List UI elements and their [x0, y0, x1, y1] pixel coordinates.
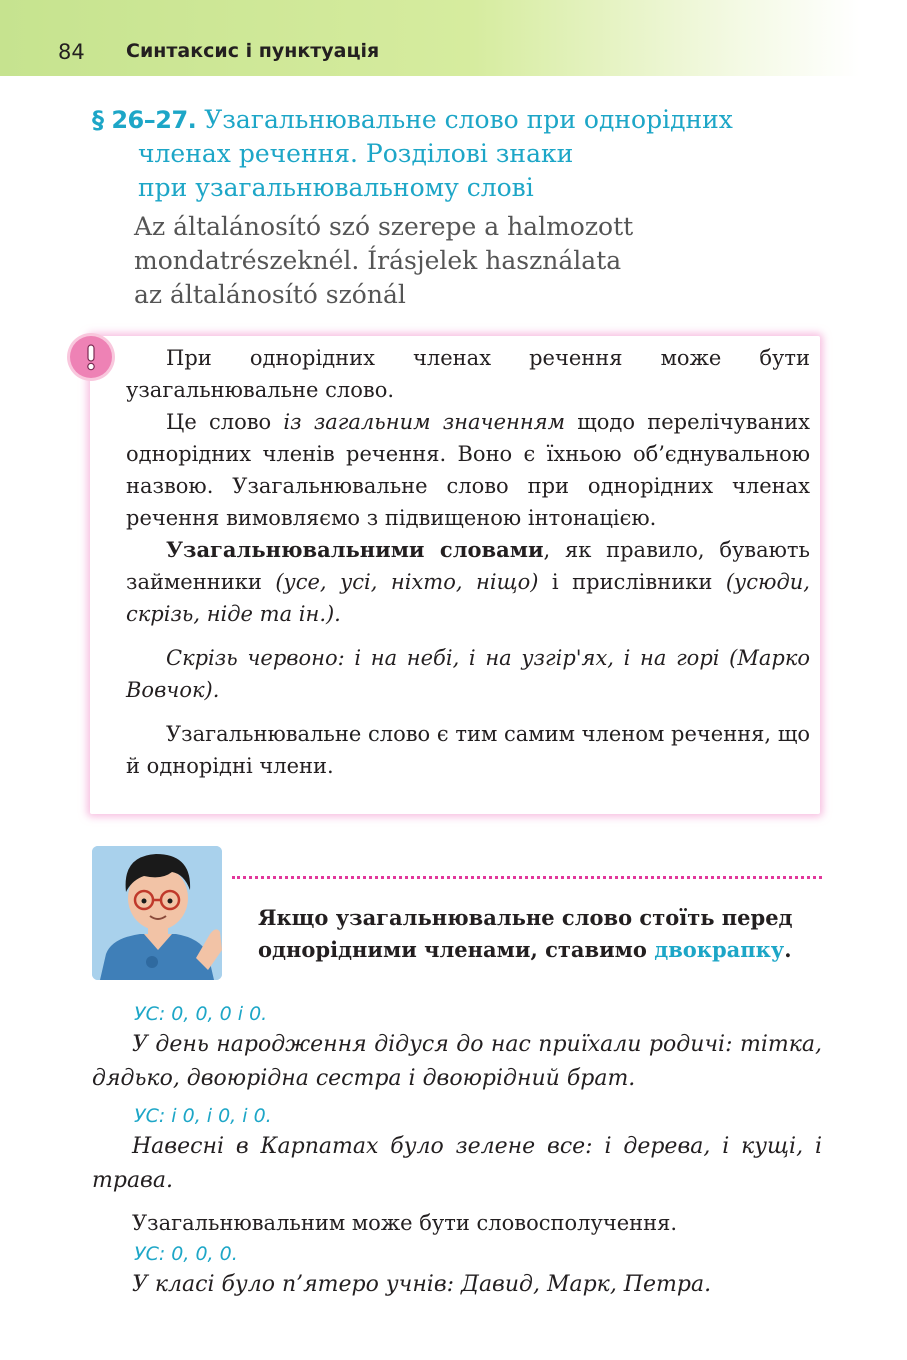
running-title: Синтаксис і пунктуація: [126, 40, 380, 62]
tip-end: .: [784, 937, 792, 962]
rule-example: [126, 642, 810, 706]
hu-line3: az általánosító szónál: [134, 280, 406, 309]
rule-text: [126, 342, 810, 782]
rule-p3-mid2: і прислівники: [538, 570, 726, 594]
example-sentence-1: У день народження дідуся до нас приїхали родичі: тітка, дядько, двоюрідна сестра і двоюрідний брат.: [92, 1032, 822, 1091]
boy-avatar: [92, 846, 222, 980]
rule-paragraph-3: [126, 534, 810, 630]
tip-text: Якщо узагальнювальне слово стоїть перед однорідними членами, ставимо: [258, 905, 793, 962]
rule-p3-mid: , як правило, бувають займенники: [126, 538, 810, 594]
section-number: § 26–27.: [92, 106, 197, 134]
header-band: [0, 0, 860, 76]
punctuation-tip: [258, 902, 818, 966]
phrase-note: Узагальнювальним може бути словосполучення.: [132, 1211, 678, 1235]
rule-p3-adverbs: (усюди, скрізь, ніде та ін.).: [126, 570, 810, 626]
rule-p2-end: щодо перелічуваних однорідних членів речення. Воно є їхньою об’єднувальною назвою. Узагальнювальне слово при однорідних членах речення вимовляємо з підвищеною інтонацією.: [126, 410, 810, 530]
rule-paragraph-4: Узагальнювальне слово є тим самим членом речення, що й однорідні члени.: [126, 722, 810, 778]
rule-p3-pronouns: (усе, усі, ніхто, ніщо): [275, 570, 539, 594]
rule-p3-term: Узагальнювальними словами: [166, 537, 544, 562]
rule-paragraph-1: При однорідних членах речення може бути узагальнювальне слово.: [126, 346, 810, 402]
hu-line2: mondatrészeknél. Írásjelek használata: [134, 246, 622, 275]
dotted-divider: [232, 876, 822, 879]
rule-paragraph-2: [126, 406, 810, 534]
section-heading: [92, 103, 832, 205]
example-scheme-1: УС: 0, 0, 0 і 0.: [134, 1003, 268, 1025]
example-sentence-3: У класі було п’ятеро учнів: Давид, Марк, Петра.: [132, 1272, 712, 1297]
example-scheme-3: УС: 0, 0, 0.: [134, 1243, 238, 1265]
hu-line1: Az általánosító szó szerepe a halmozott: [134, 212, 634, 241]
example-sentence-2: Навесні в Карпатах було зелене все: і дерева, і кущі, і трава.: [92, 1134, 822, 1193]
section-title-line2: членах речення. Розділові знаки: [138, 139, 574, 168]
hungarian-subtitle: [134, 210, 814, 312]
section-title-line1: Узагальнювальне слово при однорідних: [204, 105, 733, 134]
rule-p2-emphasis: із загальним значенням: [283, 410, 566, 434]
rule-p2-start: Це слово: [166, 410, 284, 434]
rule-example-text: Скрізь червоно: і на небі, і на узгір'ях, і на горі (Марко Вовчок).: [126, 646, 810, 702]
tip-accent: двокрапку: [654, 937, 785, 962]
example-scheme-2: УС: і 0, і 0, і 0.: [134, 1105, 272, 1127]
exclamation-icon: [70, 336, 112, 378]
page-number: 84: [58, 40, 85, 64]
examples: [92, 1000, 822, 1302]
section-title-line3: при узагальнювальному слові: [138, 173, 534, 202]
